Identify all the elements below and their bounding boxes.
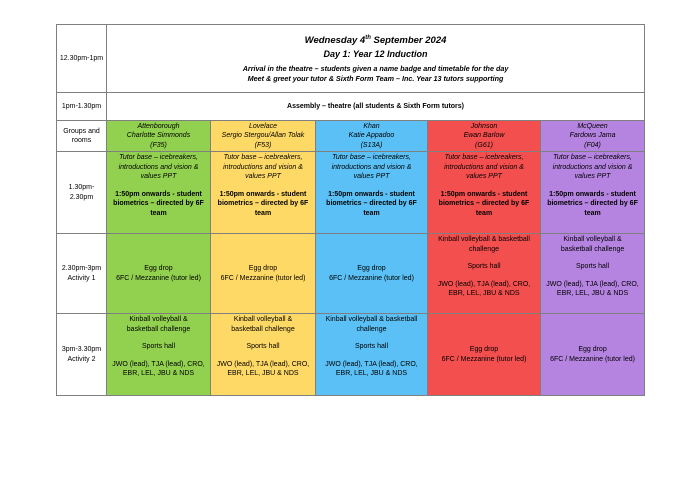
biometrics-line: 1:50pm onwards - student	[328, 190, 415, 198]
kinball-title: basketball challenge	[231, 325, 295, 333]
egg-drop-location: 6FC / Mezzanine (tutor led)	[220, 274, 306, 282]
kinball-staff: EBR, LEL, JBU & NDS	[448, 290, 520, 298]
tutor-base-row	[57, 152, 645, 234]
group-cell-attenborough	[107, 121, 211, 152]
kinball-title: challenge	[469, 245, 499, 253]
tutor-base-line: values PPT	[466, 173, 502, 181]
group-room: (F35)	[150, 141, 167, 149]
biometrics-line: team	[363, 209, 380, 217]
biometrics-line: biometrics – directed by 6F	[217, 200, 309, 208]
kinball-staff: EBR, LEL, JBU & NDS	[227, 370, 299, 378]
tutor-base-line: introductions and vision &	[331, 163, 412, 171]
tutor-base-line: Tutor base – icebreakers,	[553, 154, 632, 162]
egg-drop-cell	[211, 234, 316, 314]
kinball-staff: EBR, LEL, JBU & NDS	[122, 370, 195, 378]
tutor-base-cell	[107, 152, 211, 234]
biometrics-line: biometrics – directed by 6F	[438, 200, 530, 208]
time-label-header: 12.30pm-1pm	[57, 25, 107, 93]
biometrics-line: 1:50pm onwards - student	[219, 190, 307, 198]
biometrics-line: 1:50pm onwards - student	[440, 190, 528, 198]
tutor-base-line: introductions and vision &	[444, 163, 524, 171]
group-house: McQueen	[577, 123, 608, 130]
kinball-cell	[211, 314, 316, 396]
group-house: Lovelace	[248, 123, 278, 130]
egg-drop-cell	[428, 314, 541, 396]
kinball-title: Kinball volleyball &	[129, 316, 188, 324]
kinball-staff: JWO (lead), TJA (lead), CRO,	[437, 280, 531, 288]
egg-drop-title: Egg drop	[469, 346, 499, 354]
group-room: (S13A)	[360, 141, 383, 149]
kinball-staff: JWO (lead), TJA (lead), CRO,	[112, 360, 205, 368]
kinball-title: basketball challenge	[560, 245, 625, 253]
group-tutors: Ewan Barlow	[463, 132, 505, 140]
biometrics-line: 1:50pm onwards - student	[115, 190, 202, 198]
tutor-base-line: Tutor base – icebreakers,	[444, 154, 524, 162]
time-label-activity2	[57, 314, 107, 396]
tutor-base-line: introductions and vision &	[118, 163, 199, 171]
tutor-base-line: values PPT	[353, 173, 390, 181]
tutor-base-cell	[428, 152, 541, 234]
kinball-cell	[541, 234, 645, 314]
activity2-row	[57, 314, 645, 396]
biometrics-line: 1:50pm onwards - student	[549, 190, 636, 198]
kinball-staff: EBR, LEL, JBU & NDS	[556, 290, 629, 298]
kinball-staff: JWO (lead), TJA (lead), CRO,	[216, 360, 310, 368]
group-room: (G61)	[475, 141, 493, 149]
tutor-base-line: Tutor base – icebreakers,	[223, 154, 303, 162]
kinball-location: Sports hall	[354, 343, 389, 351]
egg-drop-title: Egg drop	[578, 346, 607, 354]
kinball-location: Sports hall	[575, 263, 610, 271]
groups-label: Groups and rooms	[57, 121, 107, 152]
arrival-note: Arrival in the theatre – students given a name badge and timetable for the day	[242, 63, 509, 73]
egg-drop-title: Egg drop	[248, 265, 278, 273]
biometrics-line: team	[150, 209, 167, 217]
group-tutors: Fardows Jama	[569, 132, 616, 140]
kinball-title: Kinball volleyball &	[563, 236, 622, 244]
egg-drop-location: 6FC / Mezzanine (tutor led)	[329, 274, 414, 282]
activity-time: 3pm-3.30pm	[61, 346, 102, 354]
group-tutors: Sergio Stergou/Allan Tolak	[221, 132, 305, 140]
group-tutors: Charlotte Simmonds	[126, 132, 191, 140]
kinball-title: Kinball volleyball & basketball	[325, 316, 418, 324]
tutor-base-cell	[211, 152, 316, 234]
assembly-cell: Assembly – theatre (all students & Sixth Form tutors)	[107, 93, 645, 121]
group-cell-mcqueen	[541, 121, 645, 152]
egg-drop-location: 6FC / Mezzanine (tutor led)	[116, 274, 201, 282]
kinball-staff: JWO (lead), TJA (lead), CRO,	[325, 360, 418, 368]
group-house: Johnson	[470, 123, 498, 130]
group-room: (F53)	[254, 141, 272, 149]
group-tutors: Katie Appadoo	[348, 132, 395, 140]
tutor-base-line: Tutor base – icebreakers,	[332, 154, 411, 162]
activity-label: Activity 2	[67, 355, 96, 363]
kinball-title: Kinball volleyball & basketball	[438, 236, 530, 244]
kinball-cell	[107, 314, 211, 396]
activity-label: Activity 1	[67, 274, 96, 282]
tutor-base-cell	[541, 152, 645, 234]
biometrics-line: team	[584, 209, 601, 217]
egg-drop-title: Egg drop	[144, 265, 173, 273]
kinball-title: challenge	[356, 325, 387, 333]
tutor-base-line: Tutor base – icebreakers,	[119, 154, 198, 162]
header-row	[57, 25, 645, 93]
egg-drop-cell	[541, 314, 645, 396]
group-house: Attenborough	[137, 123, 180, 130]
groups-row	[57, 121, 645, 152]
kinball-location: Sports hall	[467, 263, 501, 271]
page-subtitle: Day 1: Year 12 Induction	[323, 48, 428, 59]
biometrics-line: team	[254, 209, 272, 217]
meet-greet-note: Meet & greet your tutor & Sixth Form Team – Inc. Year 13 tutors supporting	[247, 73, 504, 83]
egg-drop-location: 6FC / Mezzanine (tutor led)	[441, 355, 527, 363]
activity-time: 2.30pm-3pm	[61, 265, 102, 273]
biometrics-line: team	[475, 209, 493, 217]
tutor-base-cell	[316, 152, 428, 234]
tutor-base-line: values PPT	[574, 173, 611, 181]
time-label-tutor-base: 1.30pm-2.30pm	[57, 152, 107, 234]
kinball-staff: EBR, LEL, JBU & NDS	[335, 370, 408, 378]
tutor-base-line: values PPT	[140, 173, 177, 181]
biometrics-line: biometrics – directed by 6F	[547, 200, 638, 208]
assembly-row	[57, 93, 645, 121]
kinball-staff: JWO (lead), TJA (lead), CRO,	[546, 280, 639, 288]
biometrics-line: biometrics – directed by 6F	[326, 200, 417, 208]
page-title: Wednesday 4th September 2024	[304, 34, 447, 46]
time-label-assembly: 1pm-1.30pm	[57, 93, 107, 121]
group-cell-khan	[316, 121, 428, 152]
kinball-location: Sports hall	[141, 343, 176, 351]
header-cell	[107, 25, 645, 93]
group-house: Khan	[363, 123, 380, 130]
time-label-activity1	[57, 234, 107, 314]
egg-drop-cell	[316, 234, 428, 314]
kinball-location: Sports hall	[246, 343, 280, 351]
kinball-cell	[428, 234, 541, 314]
activity1-row	[57, 234, 645, 314]
group-cell-lovelace	[211, 121, 316, 152]
egg-drop-title: Egg drop	[357, 265, 386, 273]
induction-timetable	[56, 24, 645, 396]
group-room: (F04)	[584, 141, 601, 149]
tutor-base-line: values PPT	[245, 173, 281, 181]
group-cell-johnson	[428, 121, 541, 152]
egg-drop-cell	[107, 234, 211, 314]
egg-drop-location: 6FC / Mezzanine (tutor led)	[550, 355, 635, 363]
biometrics-line: biometrics – directed by 6F	[113, 200, 204, 208]
tutor-base-line: introductions and vision &	[552, 163, 633, 171]
kinball-title: Kinball volleyball &	[233, 316, 293, 324]
kinball-title: basketball challenge	[126, 325, 191, 333]
kinball-cell	[316, 314, 428, 396]
tutor-base-line: introductions and vision &	[223, 163, 303, 171]
